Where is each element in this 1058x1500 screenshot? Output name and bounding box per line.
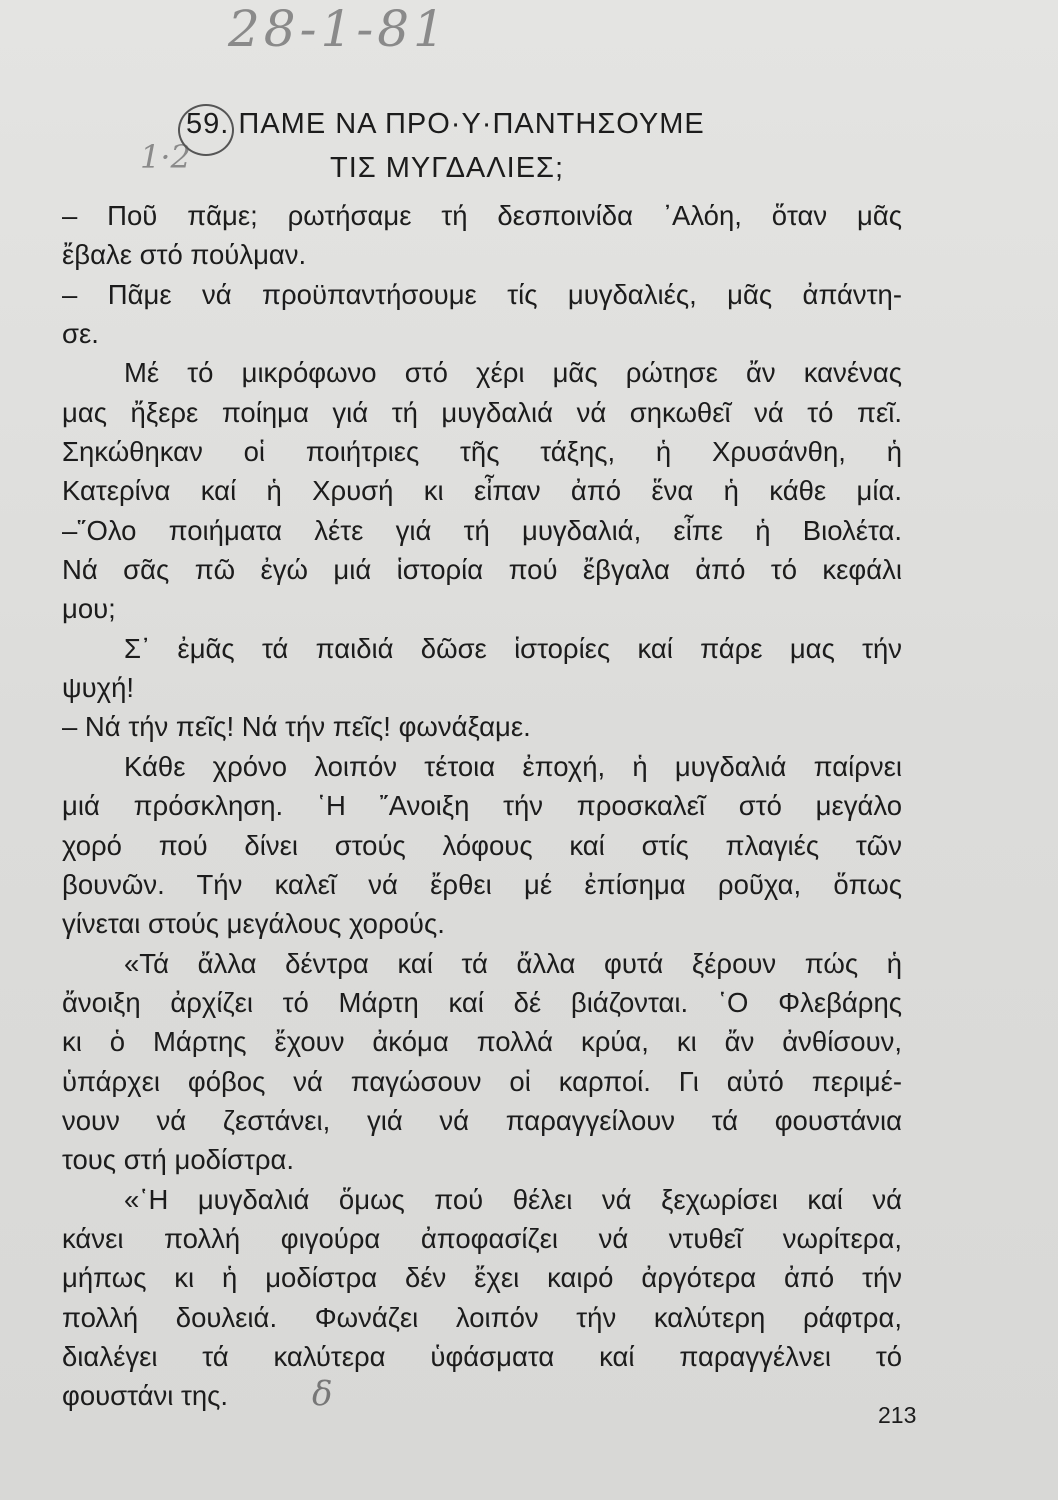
text-line: Μέ τό μικρόφωνο στό χέρι μᾶς ρώτησε ἄν κανένας [124, 357, 902, 389]
text-line: χορό πού δίνει στούς λόφους καί στίς πλαγιές τῶν [62, 829, 902, 861]
text-line: τους στή μοδίστρα. [62, 1144, 295, 1176]
text-line: μήπως κι ἡ μοδίστρα δέν ἔχει καιρό ἀργότερα ἀπό τήν [62, 1262, 902, 1294]
text-line: μιά πρόσκληση. ῾Η ῎Ανοιξη τήν προσκαλεῖ στό μεγάλο [62, 790, 902, 822]
body-text [62, 196, 902, 1416]
chapter-title-line1: 59. ΠΑΜΕ ΝΑ ΠΡΟ·Υ·ΠΑΝΤΗΣΟΥΜΕ [186, 108, 705, 140]
text-line: ἄνοιξη ἀρχίζει τό Μάρτη καί δέ βιάζονται. ῾Ο Φλεβάρης [62, 986, 902, 1018]
text-line: Κατερίνα καί ἡ Χρυσή κι εἶπαν ἀπό ἕνα ἡ κάθε μία. [62, 475, 902, 507]
text-line: μας ἤξερε ποίημα γιά τή μυγδαλιά νά σηκωθεῖ νά τό πεῖ. [62, 396, 902, 428]
text-line: κάνει πολλή φιγούρα ἀποφασίζει νά ντυθεῖ νωρίτερα, [62, 1222, 902, 1254]
handwritten-date: 28-1-81 [228, 0, 449, 58]
text-line: ἔβαλε στό πούλμαν. [62, 239, 307, 271]
text-line: Κάθε χρόνο λοιπόν τέτοια ἐποχή, ἡ μυγδαλιά παίρνει [124, 750, 902, 782]
text-line: – Νά τήν πεῖς! Νά τήν πεῖς! φωνάξαμε. [62, 711, 531, 743]
text-line: σε. [62, 318, 99, 350]
text-line: μου; [62, 593, 116, 625]
text-line: βουνῶν. Τήν καλεῖ νά ἔρθει μέ ἐπίσημα ροῦχα, ὅπως [62, 868, 902, 900]
text-line: –῞Ολο ποιήματα λέτε γιά τή μυγδαλιά, εἶπε ἡ Βιολέτα. [62, 514, 902, 546]
handwritten-margin-mark: 1·2 [140, 138, 191, 176]
chapter-title-line2: ΤΙΣ ΜΥΓΔΑΛΙΕΣ; [330, 152, 565, 184]
handwritten-bottom-mark: δ [312, 1374, 333, 1414]
text-line: «Τά ἄλλα δέντρα καί τά ἄλλα φυτά ξέρουν πώς ἡ [124, 947, 902, 979]
text-line: ὑπάρχει φόβος νά παγώσουν οἱ καρποί. Γι αὐτό περιμέ- [62, 1065, 902, 1097]
text-line: κι ὁ Μάρτης ἔχουν ἀκόμα πολλά κρύα, κι ἄν ἀνθίσουν, [62, 1026, 902, 1058]
text-line: Σηκώθηκαν οἱ ποιήτριες τῆς τάξης, ἡ Χρυσάνθη, ἡ [62, 436, 902, 468]
page-number: 213 [878, 1402, 917, 1428]
text-line: – Ποῦ πᾶμε; ρωτήσαμε τή δεσποινίδα ᾿Αλόη, ὅταν μᾶς [62, 200, 902, 231]
text-line: φουστάνι της. [62, 1380, 229, 1412]
text-line: νουν νά ζεστάνει, γιά νά παραγγείλουν τά φουστάνια [62, 1104, 902, 1136]
text-line: γίνεται στούς μεγάλους χορούς. [62, 908, 445, 940]
text-line: – Πᾶμε νά προϋπαντήσουμε τίς μυγδαλιές, μᾶς ἀπάντη- [62, 278, 902, 310]
text-line: Νά σᾶς πῶ ἐγώ μιά ἱστορία πού ἔβγαλα ἀπό τό κεφάλι [62, 554, 902, 586]
text-line: ψυχή! [62, 672, 135, 704]
text-line: διαλέγει τά καλύτερα ὑφάσματα καί παραγγέλνει τό [62, 1340, 902, 1372]
text-line: Σ᾿ ἐμᾶς τά παιδιά δῶσε ἱστορίες καί πάρε μας τήν [124, 632, 902, 664]
text-line: «῾Η μυγδαλιά ὅμως πού θέλει νά ξεχωρίσει καί νά [124, 1183, 902, 1215]
text-line: πολλή δουλειά. Φωνάζει λοιπόν τήν καλύτερη ράφτρα, [62, 1301, 902, 1333]
